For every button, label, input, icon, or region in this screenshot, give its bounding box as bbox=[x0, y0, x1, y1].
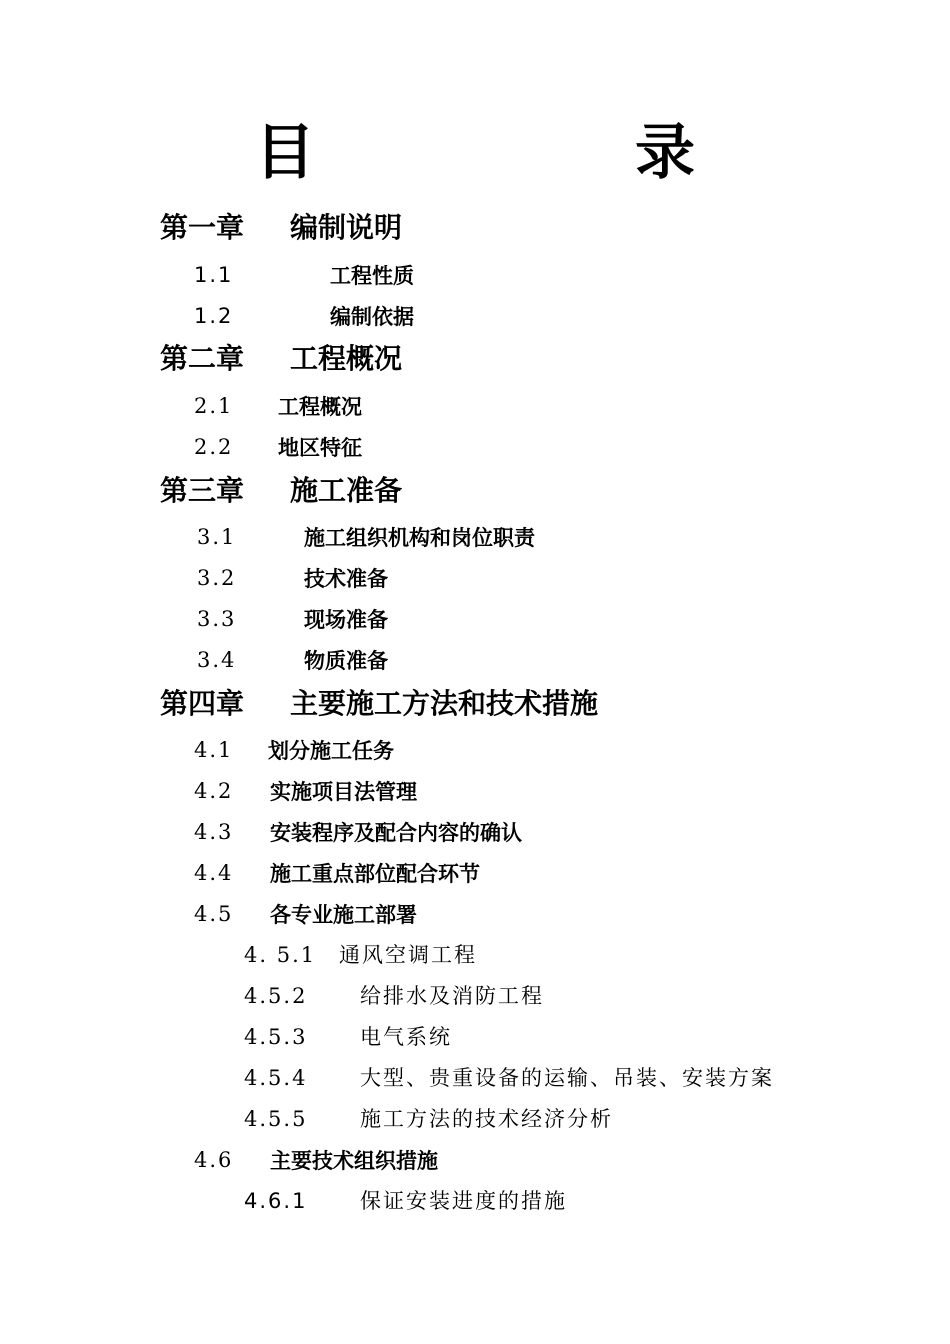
section-number: 3.3 bbox=[197, 607, 237, 631]
section-number: 2.1 bbox=[194, 394, 234, 418]
chapter-label: 第四章 bbox=[160, 687, 245, 720]
toc-chapter-3[interactable] bbox=[0, 474, 950, 509]
section-title: 技术准备 bbox=[304, 566, 388, 591]
subsection-title: 大型、贵重设备的运输、吊装、安装方案 bbox=[360, 1066, 774, 1090]
section-title: 工程性质 bbox=[330, 263, 414, 288]
chapter-title: 施工准备 bbox=[290, 474, 403, 507]
chapter-label: 第二章 bbox=[160, 342, 245, 375]
section-title: 划分施工任务 bbox=[268, 738, 394, 763]
section-title: 各专业施工部署 bbox=[270, 902, 417, 927]
section-number: 3.4 bbox=[197, 648, 237, 672]
subsection-number: 4. 5.1 bbox=[244, 943, 317, 967]
section-number: 3.1 bbox=[197, 525, 237, 549]
toc-section-4-6[interactable] bbox=[0, 1150, 950, 1174]
section-number: 1.2 bbox=[194, 304, 234, 328]
section-number: 4.5 bbox=[194, 902, 234, 926]
section-title: 安装程序及配合内容的确认 bbox=[270, 820, 522, 845]
section-number: 2.2 bbox=[194, 435, 234, 459]
toc-section-4-3[interactable] bbox=[0, 822, 950, 846]
chapter-title: 工程概况 bbox=[290, 342, 403, 375]
section-number: 4.4 bbox=[194, 861, 234, 885]
section-title: 施工重点部位配合环节 bbox=[270, 861, 480, 886]
toc-section-3-3[interactable] bbox=[0, 609, 950, 633]
section-title: 编制依据 bbox=[330, 304, 414, 329]
section-number: 3.2 bbox=[197, 566, 237, 590]
toc-section-1-2[interactable] bbox=[0, 306, 950, 330]
section-title: 物质准备 bbox=[304, 648, 388, 673]
toc-section-4-5[interactable] bbox=[0, 904, 950, 928]
section-title: 地区特征 bbox=[278, 435, 362, 460]
section-number: 4.2 bbox=[194, 779, 234, 803]
section-title: 主要技术组织措施 bbox=[270, 1148, 438, 1173]
subsection-title: 保证安装进度的措施 bbox=[360, 1189, 567, 1213]
section-title: 施工组织机构和岗位职责 bbox=[304, 525, 535, 550]
toc-section-3-1[interactable] bbox=[0, 527, 950, 551]
toc-section-4-2[interactable] bbox=[0, 781, 950, 805]
toc-chapter-1[interactable] bbox=[0, 211, 950, 246]
toc-subsection-4-5-3[interactable] bbox=[0, 1027, 950, 1051]
section-number: 4.3 bbox=[194, 820, 234, 844]
toc-section-4-4[interactable] bbox=[0, 863, 950, 887]
section-title: 现场准备 bbox=[304, 607, 388, 632]
subsection-number: 4.6.1 bbox=[244, 1189, 308, 1213]
toc-section-1-1[interactable] bbox=[0, 265, 950, 289]
section-number: 4.6 bbox=[194, 1148, 234, 1172]
subsection-number: 4.5.2 bbox=[244, 984, 308, 1008]
section-title: 工程概况 bbox=[278, 394, 362, 419]
toc-subsection-4-5-5[interactable] bbox=[0, 1109, 950, 1133]
toc-section-2-2[interactable] bbox=[0, 437, 950, 461]
toc-section-4-1[interactable] bbox=[0, 740, 950, 764]
toc-chapter-4[interactable] bbox=[0, 687, 950, 722]
toc-subsection-4-5-1[interactable] bbox=[0, 945, 950, 969]
page-title: 目 录 bbox=[255, 118, 825, 188]
subsection-title: 电气系统 bbox=[360, 1025, 452, 1049]
subsection-title: 通风空调工程 bbox=[339, 943, 477, 967]
subsection-title: 施工方法的技术经济分析 bbox=[360, 1107, 613, 1131]
toc-subsection-4-5-4[interactable] bbox=[0, 1068, 950, 1092]
toc-chapter-2[interactable] bbox=[0, 342, 950, 377]
subsection-number: 4.5.4 bbox=[244, 1066, 308, 1090]
subsection-title: 给排水及消防工程 bbox=[360, 984, 544, 1008]
toc-section-3-2[interactable] bbox=[0, 568, 950, 592]
section-number: 4.1 bbox=[194, 738, 234, 762]
toc-subsection-4-6-1[interactable] bbox=[0, 1191, 950, 1215]
subsection-number: 4.5.3 bbox=[244, 1025, 308, 1049]
section-title: 实施项目法管理 bbox=[270, 779, 417, 804]
chapter-label: 第一章 bbox=[160, 211, 245, 244]
subsection-number: 4.5.5 bbox=[244, 1107, 308, 1131]
chapter-title: 主要施工方法和技术措施 bbox=[290, 687, 599, 720]
section-number: 1.1 bbox=[194, 263, 234, 287]
chapter-title: 编制说明 bbox=[290, 211, 403, 244]
toc-section-2-1[interactable] bbox=[0, 396, 950, 420]
chapter-label: 第三章 bbox=[160, 474, 245, 507]
toc-section-3-4[interactable] bbox=[0, 650, 950, 674]
toc-subsection-4-5-2[interactable] bbox=[0, 986, 950, 1010]
